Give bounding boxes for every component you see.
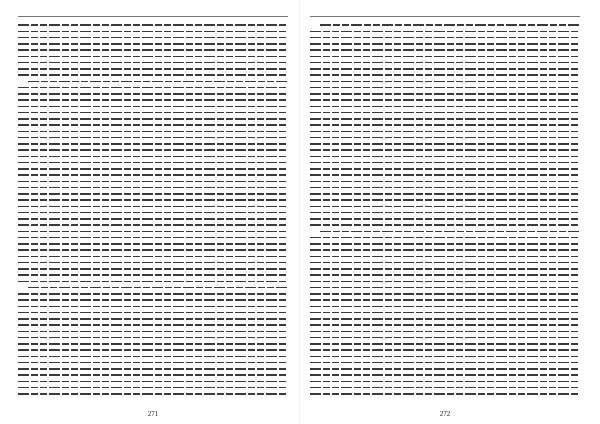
right-page-number: 272 (439, 410, 451, 418)
left-body-text (18, 22, 288, 402)
right-running-head-rule (310, 16, 580, 17)
right-body-text (310, 22, 580, 402)
right-page (310, 0, 594, 424)
left-page (18, 0, 302, 424)
left-page-number: 271 (147, 410, 159, 418)
text-line (310, 391, 580, 397)
text-line (18, 391, 288, 397)
left-running-head-rule (18, 16, 288, 17)
